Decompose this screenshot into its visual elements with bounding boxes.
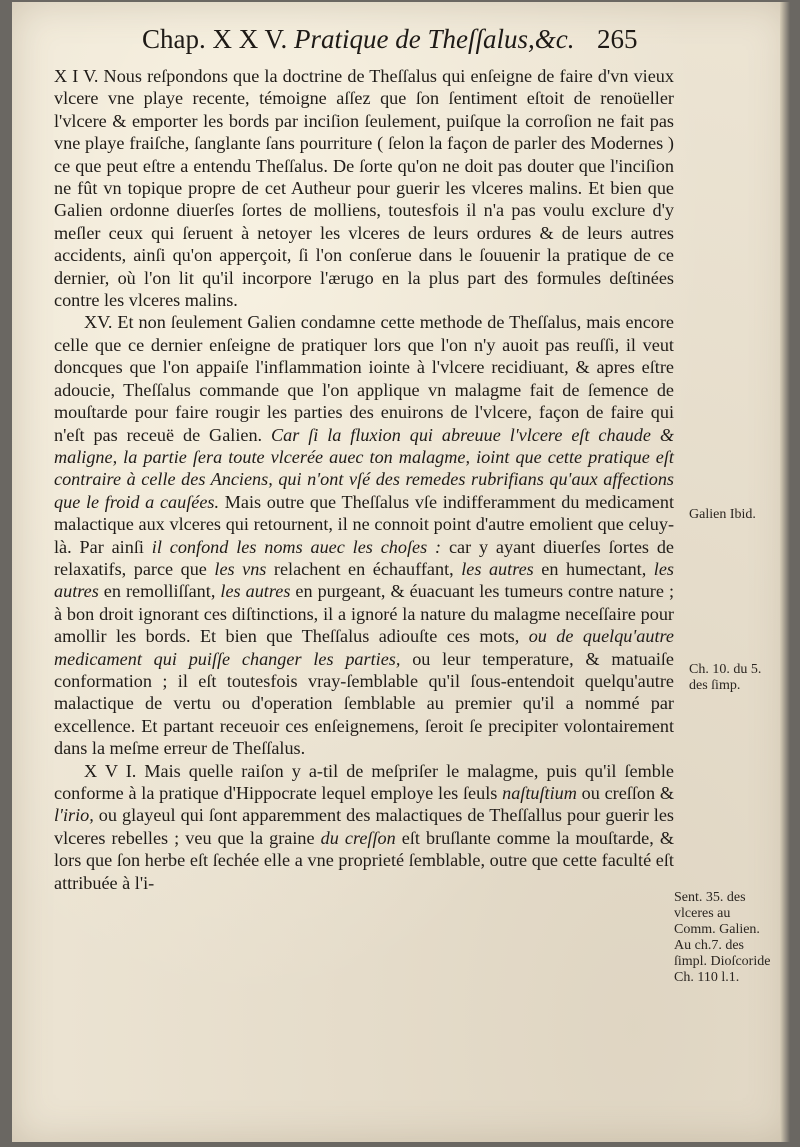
paragraph-xv [54, 311, 674, 759]
paragraph-segment: les autres [220, 581, 291, 602]
margin-note-ch10: Ch. 10. du 5. des ſimp. [689, 662, 762, 693]
chapter-title: Pratique de Theſſalus,&c. [294, 24, 575, 54]
paragraph-segment: naſtuſtium [502, 783, 577, 803]
paragraph-xvi [54, 760, 674, 894]
paragraph-segment: les vns [214, 558, 267, 579]
body-text [54, 65, 674, 894]
paragraph-segment: X I V. Nous reſpondons que la doctrine de Theſſalus qui enſeigne de faire d'vn vieux vlcere vne playe recente, témoigne aſſez que ſon ſentiment eſtoit de renoüeller l'vlcere & emporter les bords par inciſion ſeulement, puiſque la corroſion ne fait pas vne playe fraiſche, ſanglante ſans pourriture ( ſelon la façon de parler des Modernes ) ce que peut eſtre a entendu Theſſalus. De ſorte qu'on ne doit pas douter que l'inciſion ne fût vn topique propre de cet Autheur pour guerir les vlceres malins. Et bien que Galien ordonne diuerſes ſortes de molliens, toutesfois il n'a pas voulu exclure d'y meſler ceux qui ſeruent à netoyer les vlceres de leurs ordures & de leurs autres accidents, ainſi qu'on apperçoit, ſi l'on conſerue dans le ſouuenir la pratique de ce dernier, où l'on lit qu'il incorpore l'ærugo en la plus part des formules deſtinées contre les vlceres malins. [54, 66, 674, 311]
paragraph-segment: en remolliſſant, [98, 581, 221, 602]
chapter-label: Chap. X X V. [142, 24, 288, 54]
paragraph-segment: les autres [54, 558, 675, 602]
margin-note-sent: Sent. 35. des vlceres au Comm. Galien. Au ch.7. des ſimpl. Dioſcoride Ch. 110 l.1. [674, 890, 771, 985]
paragraph-segment: Mais outre que Theſſalus vſe indifferamment du medicament malactique aux vlceres qui retournent, il ne connoit point d'autre emolient que celuy-là. Par ainſi [54, 491, 674, 557]
paragraph-segment: Car ſi la fluxion qui abreuue l'vlcere eſt chaude & maligne, la partie ſera toute vlcerée auec ton malagme, ioint que cette pratique eſt contraire à celle des Anciens, qui n'ont vſé des remedes rubrifians qu'aux affections que le froid a cauſées. [54, 424, 674, 512]
page-edge [780, 2, 790, 1142]
paragraph-segment: car y ayant diuerſes ſortes de relaxatifs, parce que [54, 536, 675, 579]
paragraph-segment: il confond les noms auec les choſes : [151, 536, 442, 557]
running-header [142, 24, 722, 55]
paragraph-segment: en purgeant, & éuacuant les tumeurs contre nature ; à bon droit ignorant ces diſtinctions, il a ignoré la nature du malagme neceſſaire pour amollir les bords. Et bien que Theſſalus adiouſte ces mots, [54, 581, 674, 647]
paragraph-segment: XV. Et non ſeulement Galien condamne cette methode de Theſſalus, mais encore celle que ce dernier enſeigne de pratiquer lors que l'on n'y auoit pas reuſſi, il veut doncques que l'on appaiſe l'inflammation iointe à l'vlcere recidiuant, & apres eſtre adoucie, Theſſalus commande que l'on applique vn malagme fait de ſemence de mouſtarde pour faire rougir les parties des enuirons de l'vlcere, façon de faire qui n'eſt pas receuë de Galien. [54, 312, 674, 445]
margin-note-galien-ibid: Galien Ibid. [689, 507, 756, 522]
paragraph-segment: relachent en échauffant, [266, 558, 462, 579]
paragraph-segment: ou de quelqu'autre medicament qui puiſſe changer les parties, [54, 626, 674, 669]
paragraph-segment: ou creſſon & [576, 783, 674, 803]
paragraph-segment: ou leur temperature, & matuaiſe conformation ; il eſt toutesfois vray-ſemblable qu'il ſous-entendoit quelqu'autre malactique de vertu ou d'operation ſemblable au premier qu'il a nommé par excellence. Et partant receuoir ces enſeignemens, ſeroit ſe precipiter volontairement dans la meſme erreur de Theſſalus. [54, 648, 674, 759]
paragraph-segment: les autres [461, 558, 534, 579]
paragraph-segment: X V I. Mais quelle raiſon y a-til de meſpriſer le malagme, puis qu'il ſemble conforme à la pratique d'Hippocrate lequel employe les ſeuls [54, 760, 674, 803]
paragraph-segment: eſt bruſlante comme la mouſtarde, & lors que ſon herbe eſt ſechée elle a vne proprieté ſemblable, outre que cette faculté eſt attribuée à l'i- [54, 827, 674, 893]
paragraph-segment: l'irio, [54, 805, 94, 826]
book-page [12, 2, 790, 1142]
paragraph-segment: ou glayeul qui ſont apparemment des malactiques de Theſſallus pour guerir les vlceres rebelles ; veu que la graine [54, 805, 674, 848]
page-number: 265 [597, 24, 638, 54]
paragraph-segment: du creſſon [320, 827, 396, 848]
paragraph-xiv [54, 65, 674, 311]
paragraph-segment: en humectant, [533, 558, 654, 579]
